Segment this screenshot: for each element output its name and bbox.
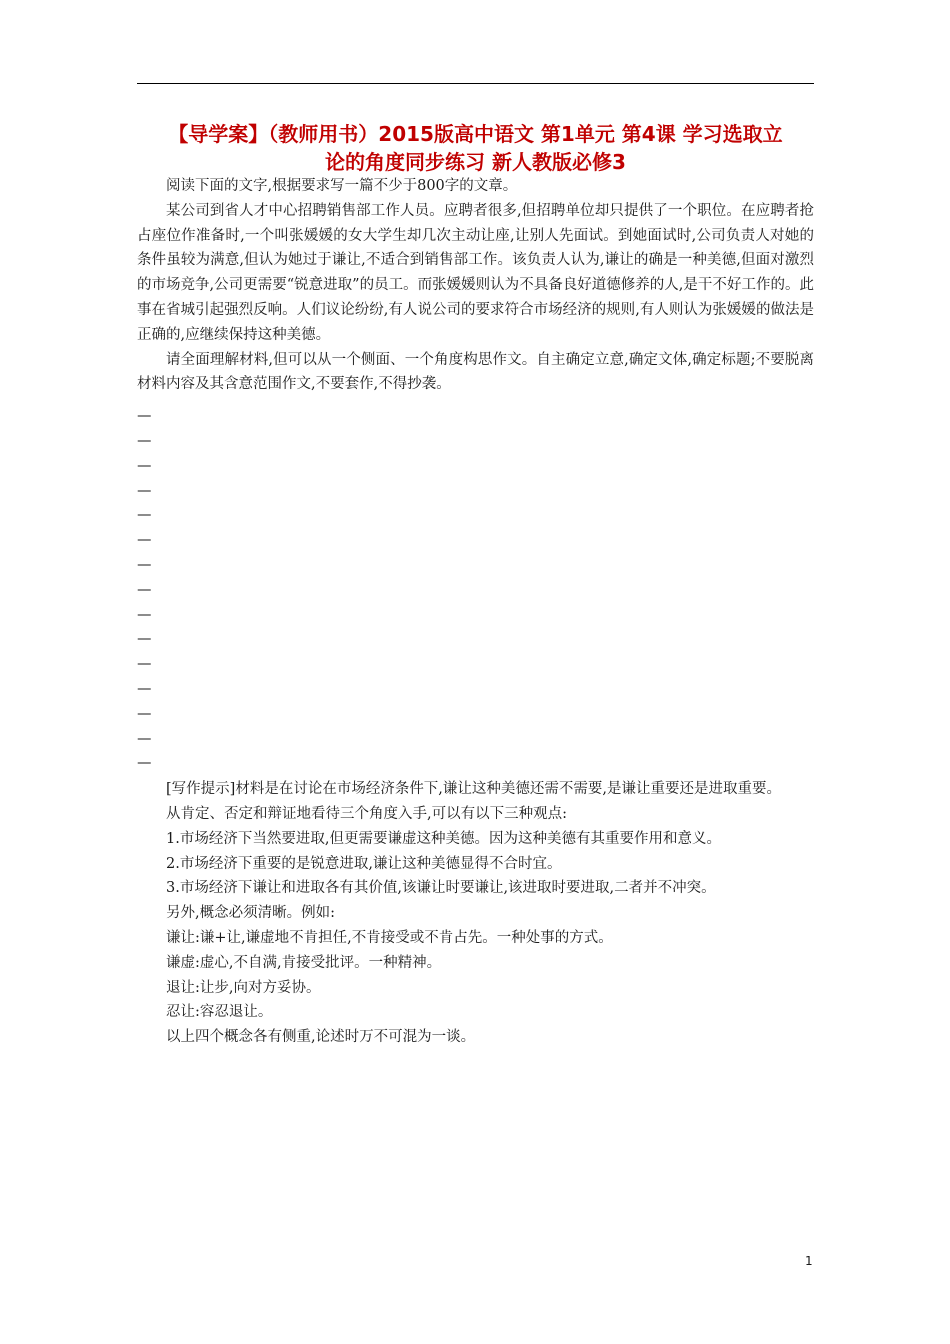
concept-tuirang: 退让:让步,向对方妥协。 (166, 979, 321, 996)
document-body (137, 174, 814, 1050)
answer-line: — (137, 482, 152, 499)
answer-line: — (137, 556, 152, 573)
answer-line: — (137, 656, 152, 673)
answer-lines (137, 404, 814, 776)
writing-tip-angles: 从肯定、否定和辩证地看待三个角度入手,可以有以下三种观点: (166, 805, 567, 822)
material-paragraph: 某公司到省人才中心招聘销售部工作人员。应聘者很多,但招聘单位却只提供了一个职位。在应聘者抢占座位作准备时,一个叫张媛媛的女大学生却几次主动让座,让别人先面试。到她面试时,公司负责人对她的条件虽较为满意,但认为她过于谦让,不适合到销售部工作。该负责人认为,谦让的确是一种美德,但面对激烈的市场竞争,公司更需要“锐意进取”的员工。而张媛媛则认为不具备良好道德修养的人,是干不好工作的。此事在省城引起强烈反响。人们议论纷纷,有人说公司的要求符合市场经济的规则,有人则认为张媛媛的做法是正确的,应继续保持这种美德。 (137, 202, 814, 343)
answer-line: — (137, 631, 152, 648)
viewpoint-3: 3.市场经济下谦让和进取各有其价值,该谦让时要谦让,该进取时要进取,二者并不冲突。 (166, 880, 716, 897)
instruction-paragraph: 阅读下面的文字,根据要求写一篇不少于800字的文章。 (166, 178, 518, 194)
writing-tip-intro: [写作提示]材料是在讨论在市场经济条件下,谦让这种美德还需不需要,是谦让重要还是进取重要。 (166, 781, 782, 798)
answer-line: — (137, 457, 152, 474)
answer-line: — (137, 606, 152, 623)
concept-note: 另外,概念必须清晰。例如: (166, 905, 335, 922)
answer-line: — (137, 432, 152, 449)
answer-line: — (137, 730, 152, 747)
concept-renrang: 忍让:容忍退让。 (166, 1004, 273, 1021)
title-line-1: 【导学案】（教师用书）2015版高中语文 第1单元 第4课 学习选取立 (168, 122, 783, 146)
answer-line: — (137, 507, 152, 524)
header-rule (137, 83, 814, 84)
title-line-2: 论的角度同步练习 新人教版必修3 (325, 150, 626, 174)
answer-line: — (137, 532, 152, 549)
answer-line: — (137, 755, 152, 772)
concept-summary: 以上四个概念各有侧重,论述时万不可混为一谈。 (166, 1029, 476, 1046)
page-number: 1 (805, 1254, 813, 1268)
viewpoint-1: 1.市场经济下当然要进取,但更需要谦虚这种美德。因为这种美德有其重要作用和意义。 (166, 830, 721, 847)
concept-qianrang: 谦让:谦+让,谦虚地不肯担任,不肯接受或不肯占先。一种处事的方式。 (166, 929, 613, 946)
answer-line: — (137, 408, 152, 425)
requirement-paragraph: 请全面理解材料,但可以从一个侧面、一个角度构思作文。自主确定立意,确定文体,确定标题;不要脱离材料内容及其含意范围作文,不要套作,不得抄袭。 (137, 351, 814, 393)
answer-line: — (137, 705, 152, 722)
viewpoint-2: 2.市场经济下重要的是锐意进取,谦让这种美德显得不合时宜。 (166, 855, 562, 872)
answer-line: — (137, 680, 152, 697)
page-title (137, 120, 814, 176)
answer-line: — (137, 581, 152, 598)
concept-qianxu: 谦虚:虚心,不自满,肯接受批评。一种精神。 (166, 954, 442, 971)
